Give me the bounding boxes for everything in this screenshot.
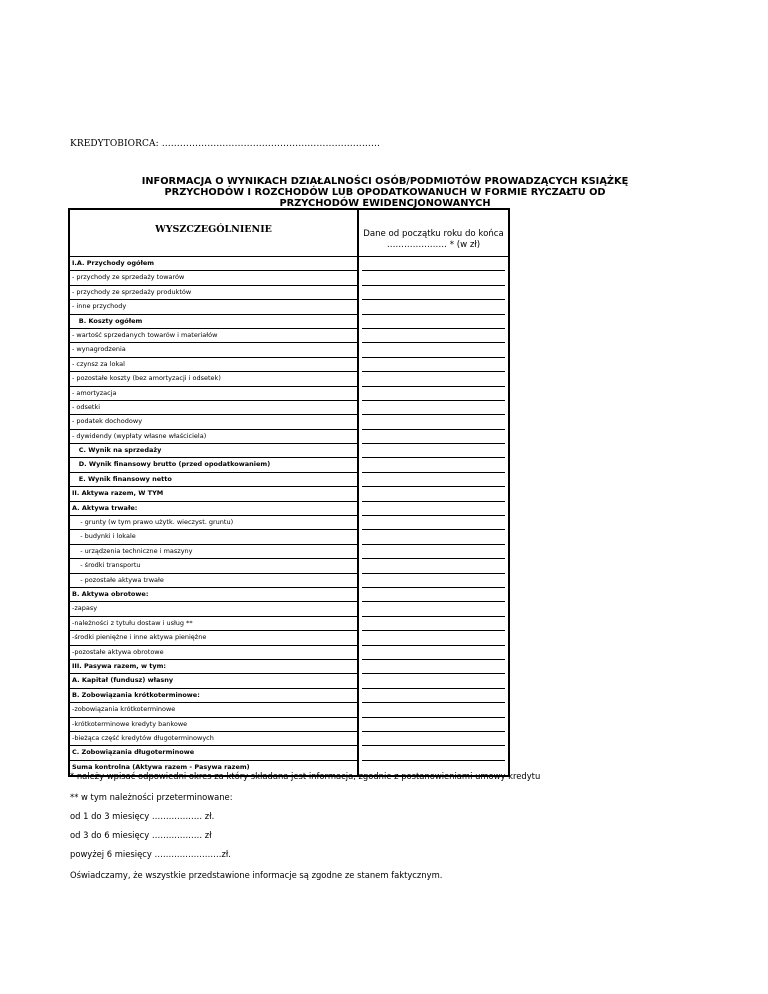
value-cell[interactable]	[359, 674, 508, 688]
row-label-cell	[70, 746, 359, 760]
row-label-cell	[70, 689, 359, 703]
row-label: III. Pasywa razem, w tym:	[72, 661, 166, 670]
row-label-cell	[70, 559, 359, 573]
table-row	[70, 530, 508, 544]
row-label: -krótkoterminowe kredyty bankowe	[72, 719, 188, 728]
row-label-cell	[70, 530, 359, 544]
row-label: -bieżąca część kredytów długoterminowych	[72, 733, 214, 742]
table-row	[70, 257, 508, 271]
row-label-cell	[70, 732, 359, 746]
value-cell[interactable]	[359, 415, 508, 429]
value-cell[interactable]	[359, 574, 508, 588]
value-cell[interactable]	[359, 343, 508, 357]
value-cell[interactable]	[359, 732, 508, 746]
row-label: - pozostałe aktywa trwałe	[72, 575, 164, 584]
value-cell[interactable]	[359, 660, 508, 674]
column-header-period	[359, 210, 508, 256]
table-row	[70, 430, 508, 444]
row-label-cell	[70, 271, 359, 285]
value-cell[interactable]	[359, 257, 508, 271]
overdue-1-3-months: od 1 do 3 miesięcy ……………… zł.	[70, 811, 215, 821]
row-label-cell	[70, 588, 359, 602]
value-cell[interactable]	[359, 646, 508, 660]
row-label-cell	[70, 458, 359, 472]
table-row	[70, 401, 508, 415]
row-label-cell	[70, 617, 359, 631]
value-cell[interactable]	[359, 372, 508, 386]
row-label: - urządzenia techniczne i maszyny	[72, 546, 193, 555]
row-label: -środki pieniężne i inne aktywa pieniężne	[72, 633, 207, 642]
table-row	[70, 689, 508, 703]
row-label: A. Kapitał (fundusz) własny	[72, 676, 174, 685]
table-row	[70, 315, 508, 329]
row-label: II. Aktywa razem, W TYM	[72, 489, 164, 498]
row-label-cell	[70, 387, 359, 401]
value-cell[interactable]	[359, 689, 508, 703]
row-label: - wartość sprzedanych towarów i materiałów	[72, 330, 218, 339]
row-label: - pozostałe koszty (bez amortyzacji i odsetek)	[72, 374, 221, 383]
row-label-cell	[70, 502, 359, 516]
row-label-cell	[70, 487, 359, 501]
table-row	[70, 631, 508, 645]
row-label-cell	[70, 415, 359, 429]
row-label-cell	[70, 473, 359, 487]
row-label: - dywidendy (wypłaty własne właściciela)	[72, 431, 207, 440]
table-row	[70, 545, 508, 559]
row-label-cell	[70, 315, 359, 329]
value-cell[interactable]	[359, 430, 508, 444]
footnote-period: * należy wpisać odpowiedni okres za który składana jest informacja, zgodnie z postanowieniami umowy kredytu	[70, 771, 541, 781]
row-label: - odsetki	[72, 402, 101, 411]
value-cell[interactable]	[359, 617, 508, 631]
value-cell[interactable]	[359, 315, 508, 329]
overdue-3-6-months: od 3 do 6 miesięcy ……………… zł	[70, 830, 212, 840]
value-cell[interactable]	[359, 703, 508, 717]
value-cell[interactable]	[359, 545, 508, 559]
table-row	[70, 516, 508, 530]
row-label: D. Wynik finansowy brutto (przed opodatkowaniem)	[72, 460, 271, 469]
row-label: C. Wynik na sprzedaży	[72, 446, 162, 455]
value-cell[interactable]	[359, 473, 508, 487]
row-label: B. Koszty ogółem	[72, 316, 143, 325]
row-label: B. Aktywa obrotowe:	[72, 589, 149, 598]
table-row	[70, 286, 508, 300]
row-label: - amortyzacja	[72, 388, 117, 397]
row-label-cell	[70, 286, 359, 300]
table-row	[70, 372, 508, 386]
value-cell[interactable]	[359, 458, 508, 472]
table-row	[70, 415, 508, 429]
row-label-cell	[70, 444, 359, 458]
row-label: E. Wynik finansowy netto	[72, 474, 172, 483]
title-line: PRZYCHODÓW EWIDENCJONOWANYCH	[279, 198, 491, 209]
column-header-item: WYSZCZEGÓLNIENIE	[70, 210, 359, 256]
table-row	[70, 271, 508, 285]
row-label: - podatek dochodowy	[72, 417, 143, 426]
row-label-cell	[70, 300, 359, 314]
table-row	[70, 703, 508, 717]
table-row	[70, 660, 508, 674]
value-cell[interactable]	[359, 271, 508, 285]
value-cell[interactable]	[359, 718, 508, 732]
row-label-cell	[70, 516, 359, 530]
value-cell[interactable]	[359, 746, 508, 760]
row-label: -należności z tytułu dostaw i usług **	[72, 618, 193, 627]
row-label-cell	[70, 602, 359, 616]
row-label-cell	[70, 631, 359, 645]
table-row	[70, 718, 508, 732]
row-label: -zobowiązania krótkoterminowe	[72, 705, 176, 714]
row-label-cell	[70, 358, 359, 372]
borrower-line: KREDYTOBIORCA: ………………………………………………………………	[70, 139, 381, 149]
table-row	[70, 502, 508, 516]
table-row	[70, 588, 508, 602]
row-label: B. Zobowiązania krótkoterminowe:	[72, 690, 200, 699]
row-label-cell	[70, 674, 359, 688]
table-body	[70, 257, 508, 775]
financial-table	[68, 208, 510, 777]
document-title	[60, 176, 710, 209]
row-label-cell	[70, 574, 359, 588]
row-label-cell	[70, 257, 359, 271]
value-cell[interactable]	[359, 602, 508, 616]
value-cell[interactable]	[359, 444, 508, 458]
row-label: - budynki i lokale	[72, 532, 136, 541]
value-cell[interactable]	[359, 300, 508, 314]
value-cell[interactable]	[359, 588, 508, 602]
row-label-cell	[70, 329, 359, 343]
table-header	[70, 210, 508, 257]
table-row	[70, 646, 508, 660]
table-row	[70, 300, 508, 314]
row-label: - grunty (w tym prawo użytk. wieczyst. gruntu)	[72, 518, 234, 527]
value-cell[interactable]	[359, 502, 508, 516]
row-label-cell	[70, 646, 359, 660]
row-label: - czynsz za lokal	[72, 359, 125, 368]
row-label-cell	[70, 343, 359, 357]
row-label-cell	[70, 703, 359, 717]
table-row	[70, 458, 508, 472]
row-label: I.A. Przychody ogółem	[72, 259, 155, 267]
value-cell[interactable]	[359, 530, 508, 544]
table-row	[70, 343, 508, 357]
row-label: - wynagrodzenia	[72, 345, 126, 354]
table-row	[70, 444, 508, 458]
row-label: - przychody ze sprzedaży produktów	[72, 287, 192, 296]
value-cell[interactable]	[359, 516, 508, 530]
table-row	[70, 473, 508, 487]
value-cell[interactable]	[359, 358, 508, 372]
table-row	[70, 617, 508, 631]
row-label: Suma kontrolna (Aktywa razem - Pasywa razem)	[72, 762, 250, 771]
row-label: -zapasy	[72, 604, 98, 613]
title-line: INFORMACJA O WYNIKACH DZIAŁALNOŚCI OSÓB/PODMIOTÓW PROWADZĄCYCH KSIĄŻKĘ	[141, 176, 629, 187]
table-row	[70, 559, 508, 573]
row-label: - przychody ze sprzedaży towarów	[72, 273, 185, 282]
period-header-line: ………………… * (w zł)	[386, 240, 481, 250]
row-label-cell	[70, 401, 359, 415]
footnote-overdue: ** w tym należności przeterminowane:	[70, 792, 233, 802]
value-cell[interactable]	[359, 286, 508, 300]
table-row	[70, 487, 508, 501]
row-label: - środki transportu	[72, 561, 141, 570]
table-row	[70, 387, 508, 401]
row-label-cell	[70, 430, 359, 444]
table-row	[70, 732, 508, 746]
value-cell[interactable]	[359, 329, 508, 343]
row-label-cell	[70, 372, 359, 386]
row-label-cell	[70, 545, 359, 559]
table-row	[70, 574, 508, 588]
value-cell[interactable]	[359, 487, 508, 501]
row-label-cell	[70, 660, 359, 674]
value-cell[interactable]	[359, 387, 508, 401]
value-cell[interactable]	[359, 559, 508, 573]
row-label: C. Zobowiązania długoterminowe	[72, 748, 195, 757]
row-label: -pozostałe aktywa obrotowe	[72, 647, 164, 656]
overdue-over-6-months: powyżej 6 miesięcy ……………………zł.	[70, 849, 231, 859]
value-cell[interactable]	[359, 401, 508, 415]
period-header-line: Dane od początku roku do końca	[363, 229, 504, 239]
row-label: - inne przychody	[72, 302, 127, 311]
row-label: A. Aktywa trwałe:	[72, 503, 138, 512]
table-row	[70, 674, 508, 688]
table-row	[70, 329, 508, 343]
table-row	[70, 602, 508, 616]
declaration: Oświadczamy, że wszystkie przedstawione informacje są zgodne ze stanem faktycznym.	[70, 870, 443, 880]
title-line: PRZYCHODÓW I ROZCHODÓW LUB OPODATKOWANUCH W FORMIE RYCZAŁTU OD	[164, 187, 606, 198]
table-row	[70, 746, 508, 760]
value-cell[interactable]	[359, 631, 508, 645]
row-label-cell	[70, 718, 359, 732]
table-row	[70, 358, 508, 372]
